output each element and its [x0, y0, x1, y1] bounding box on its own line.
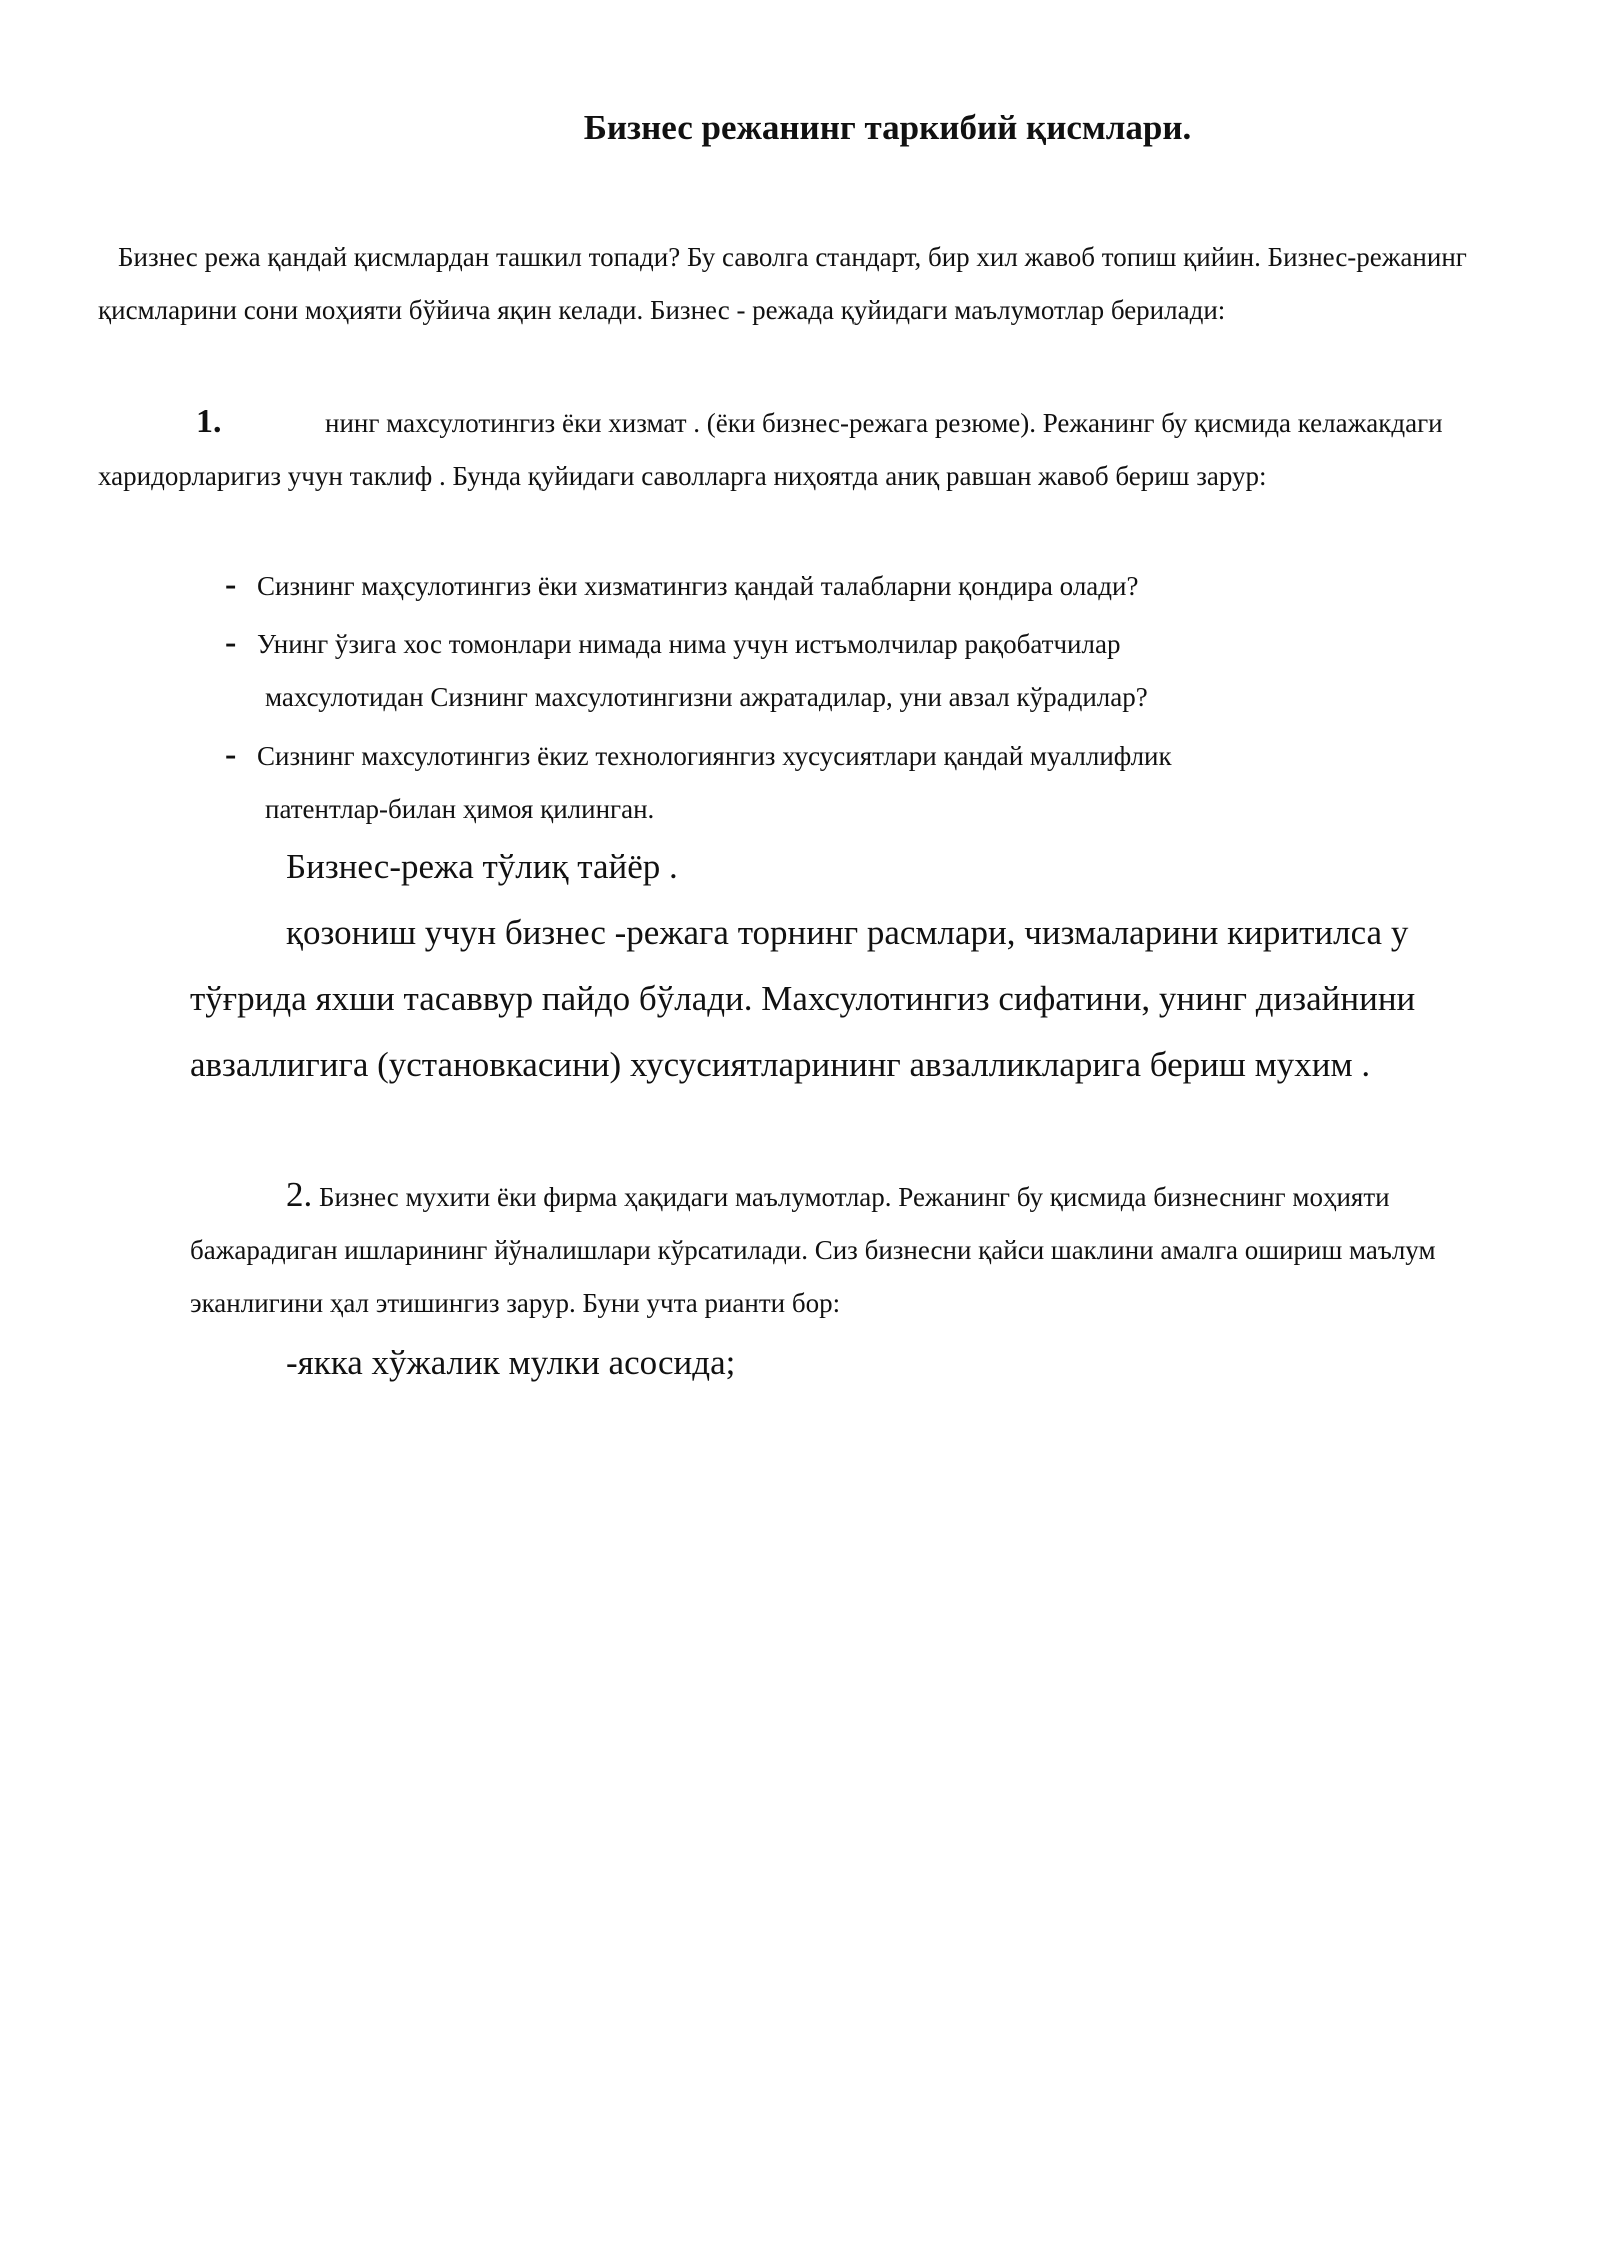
- intro-text: Бизнес режа қандай қисмлардан ташкил топади? Бу саволга стандарт, бир хил жавоб топиш қийин. Бизнес-режанинг қисмларини сони моҳияти бўйича яқин келади. Бизнес - режада қуйидаги маълумотлар берилади:: [98, 242, 1467, 325]
- document-title: Бизнес режанинг таркибий қисмлари.: [583, 108, 1192, 147]
- large-text-line: Бизнес-режа тўлиқ тайёр .: [286, 847, 678, 886]
- section-1-paragraph: [98, 395, 1478, 503]
- bullet-item-3: [225, 728, 1385, 836]
- section-2-number: 2.: [286, 1175, 313, 1214]
- bullet-dash: -: [225, 566, 237, 603]
- last-line: -якка хўжалик мулки асосида;: [286, 1343, 736, 1382]
- section-2-text: Бизнес мухити ёки фирма ҳақидаги маълумотлар. Режанинг бу қисмида бизнеснинг моҳияти бажарадиган ишларининг йўналишлари кўрсатилади. Сиз бизнесни қайси шаклини амалга ошириш маълум эканлигини ҳал этишингиз зарур. Буни учта рианти бор:: [190, 1182, 1436, 1318]
- large-paragraph-text: қозониш учун бизнес -режага торнинг расмлари, чизмаларини киритилса у тўғрида яхши тасаввур пайдо бўлади. Махсулотингиз сифатини, унинг дизайнини авзаллигига (установкасини) хусусиятларининг авзалликларига бериш мухим .: [190, 913, 1416, 1084]
- bullet-item-1: [225, 558, 1385, 613]
- section-1-number: 1.: [196, 403, 222, 440]
- bullet-text: Унинг ўзига хос томонлари нимада нима учун истъмолчилар рақобатчилар: [257, 629, 1121, 659]
- bullet-dash: -: [225, 624, 237, 661]
- bullet-text: Сизнинг маҳсулотингиз ёки хизматингиз қандай талабларни қондира олади?: [257, 571, 1139, 601]
- section-2-paragraph: [190, 1168, 1480, 1330]
- section-1-text: нинг махсулотингиз ёки хизмат . (ёки бизнес-режага резюме). Режанинг бу қисмида келажакдаги харидорларигиз учун таклиф . Бунда қуйидаги саволларга ниҳоятда аниқ равшан жавоб бериш зарур:: [98, 408, 1443, 491]
- bullet-text: Сизнинг махсулотингиз ёкиz технологиянгиз хусусиятлари қандай муаллифлик: [257, 741, 1172, 771]
- bullet-text-continued: махсулотидан Сизнинг махсулотингизни ажратадилар, уни авзал кўрадилар?: [265, 682, 1148, 712]
- large-text-paragraph: [190, 900, 1490, 1098]
- bullet-text-continued: патентлар-билан ҳимоя қилинган.: [265, 794, 655, 824]
- bullet-dash: -: [225, 736, 237, 773]
- intro-paragraph: [98, 231, 1478, 337]
- bullet-item-2: [225, 616, 1385, 724]
